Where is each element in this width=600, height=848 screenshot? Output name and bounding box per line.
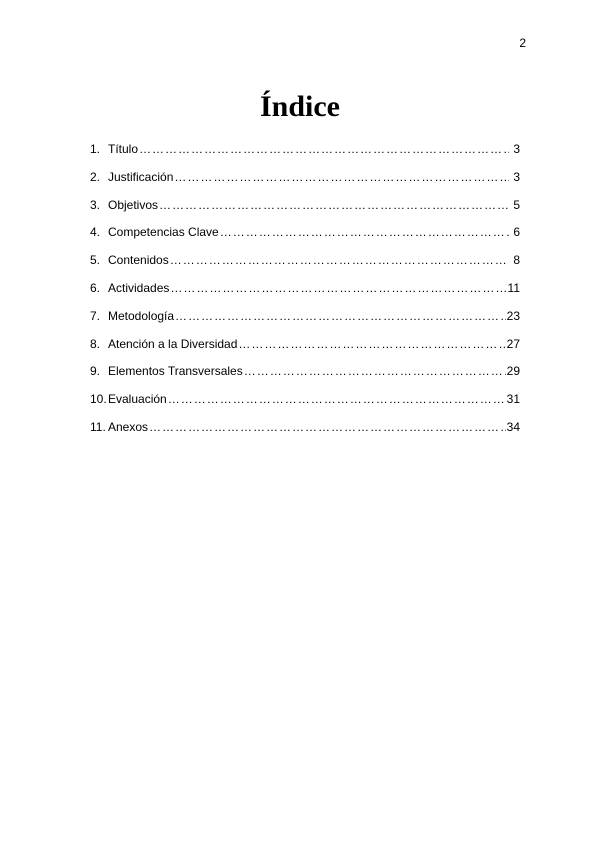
toc-entry[interactable] (90, 142, 520, 170)
toc-dot-leader (175, 309, 506, 323)
toc-entry-label: Atención a la Diversidad (108, 336, 238, 351)
toc-entry-number: 1. (90, 142, 101, 156)
toc-entry-page: 34 (506, 419, 520, 434)
toc-entry-number: 3. (90, 197, 101, 212)
toc-entry-page: 23 (506, 308, 520, 323)
toc-entry-page: 6 (513, 225, 520, 240)
toc-dot-leader (170, 253, 509, 267)
toc-entry-page: 3 (513, 142, 520, 156)
toc-entry-number: 4. (90, 225, 101, 240)
toc-entry[interactable] (90, 337, 520, 365)
page-number: 2 (519, 36, 526, 50)
toc-entry-page: 3 (513, 169, 520, 184)
toc-dot-leader (149, 420, 506, 434)
toc-entry-page: 8 (513, 253, 520, 268)
table-of-contents (90, 142, 520, 448)
toc-entry[interactable] (90, 198, 520, 226)
toc-entry-number: 6. (90, 280, 101, 295)
toc-entry[interactable] (90, 170, 520, 198)
page-title: Índice (259, 90, 340, 123)
toc-entry-page: 27 (506, 336, 520, 351)
toc-dot-leader (170, 281, 506, 295)
toc-entry[interactable] (90, 392, 520, 420)
toc-dot-leader (220, 225, 509, 239)
toc-entry-page: 29 (506, 364, 520, 379)
toc-entry-label: Actividades (108, 280, 170, 295)
toc-entry-page: 31 (506, 392, 520, 407)
toc-entry-page: 5 (513, 197, 520, 212)
toc-dot-leader (238, 337, 505, 351)
toc-entry-number: 8. (90, 336, 101, 351)
toc-entry[interactable] (90, 309, 520, 337)
toc-entry-label: Objetivos (108, 197, 159, 212)
toc-entry-number: 11. (90, 419, 106, 434)
toc-dot-leader (174, 170, 509, 184)
toc-entry-label: Contenidos (108, 253, 169, 268)
toc-entry-page: 11 (507, 280, 520, 295)
toc-entry-number: 10. (90, 392, 107, 407)
toc-entry-number: 5. (90, 253, 101, 268)
toc-entry-label: Título (108, 142, 139, 156)
toc-entry-number: 2. (90, 169, 101, 184)
toc-dot-leader (168, 392, 506, 406)
toc-entry-label: Justificación (108, 169, 174, 184)
toc-entry[interactable] (90, 281, 520, 309)
toc-entry-label: Metodología (108, 308, 175, 323)
toc-entry[interactable] (90, 225, 520, 253)
toc-dot-leader (244, 364, 506, 378)
toc-entry-label: Competencias Clave (108, 225, 219, 240)
toc-entry[interactable] (90, 420, 520, 448)
toc-entry[interactable] (90, 253, 520, 281)
toc-entry-number: 7. (90, 308, 101, 323)
toc-entry[interactable] (90, 364, 520, 392)
toc-entry-label: Evaluación (108, 392, 167, 407)
toc-entry-label: Elementos Transversales (108, 364, 243, 379)
toc-dot-leader (159, 198, 509, 212)
toc-dot-leader (139, 142, 509, 156)
toc-entry-number: 9. (90, 364, 101, 379)
toc-entry-label: Anexos (108, 419, 149, 434)
